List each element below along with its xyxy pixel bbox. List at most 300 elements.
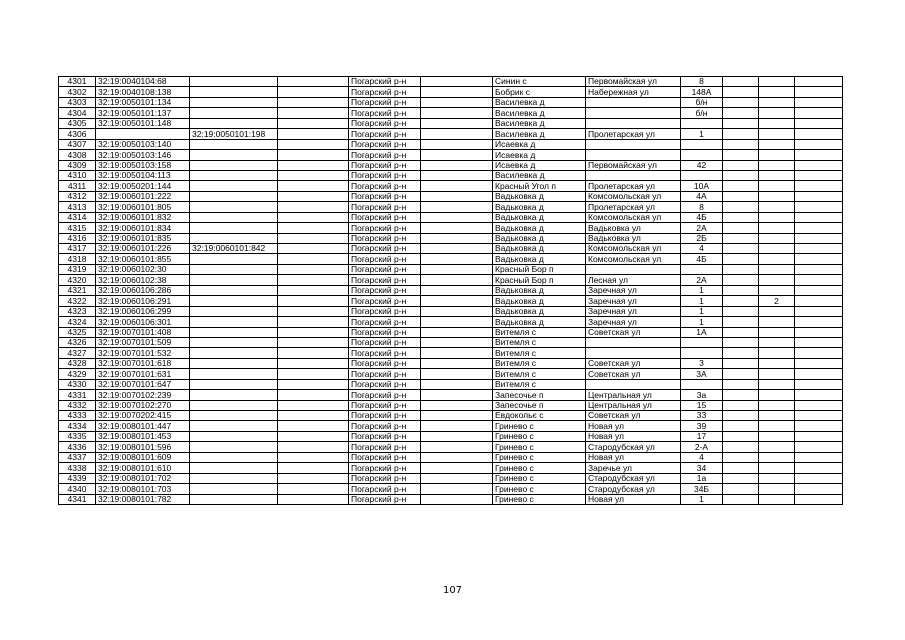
table-cell xyxy=(421,244,493,254)
table-cell xyxy=(421,348,493,358)
registry-table xyxy=(58,76,843,505)
table-cell: 2А xyxy=(681,223,723,233)
table-cell: 4 xyxy=(681,452,723,462)
table-cell: 32:19:0060101:834 xyxy=(96,223,190,233)
table-cell xyxy=(759,348,795,358)
table-cell xyxy=(723,233,759,243)
table-cell xyxy=(421,369,493,379)
table-cell xyxy=(795,202,843,212)
table-cell: Погарский р-н xyxy=(349,150,421,160)
table-cell: 32:19:0080101:609 xyxy=(96,452,190,462)
table-cell xyxy=(190,358,278,368)
table-cell: 1 xyxy=(681,494,723,504)
table-cell: Первомайская ул xyxy=(586,77,681,87)
table-cell: 32:19:0050201:144 xyxy=(96,181,190,191)
table-cell: Погарский р-н xyxy=(349,369,421,379)
table-cell xyxy=(421,306,493,316)
table-cell: Вадьковка ул xyxy=(586,233,681,243)
table-cell: 39 xyxy=(681,421,723,431)
table-cell: Погарский р-н xyxy=(349,379,421,389)
table-cell xyxy=(681,139,723,149)
table-cell xyxy=(795,160,843,170)
table-cell xyxy=(759,400,795,410)
table-cell xyxy=(96,129,190,139)
table-cell xyxy=(795,317,843,327)
table-row xyxy=(59,296,843,306)
table-cell: 4309 xyxy=(59,160,96,170)
table-cell: 4330 xyxy=(59,379,96,389)
table-cell: 3 xyxy=(681,358,723,368)
table-cell xyxy=(421,191,493,201)
table-cell xyxy=(421,223,493,233)
table-cell: Пролетарская ул xyxy=(586,129,681,139)
table-cell xyxy=(190,442,278,452)
table-cell xyxy=(759,317,795,327)
table-cell: Погарский р-н xyxy=(349,129,421,139)
table-cell: Погарский р-н xyxy=(349,411,421,421)
table-cell xyxy=(723,431,759,441)
table-cell xyxy=(759,306,795,316)
table-cell: 4323 xyxy=(59,306,96,316)
table-cell xyxy=(759,160,795,170)
table-cell xyxy=(759,421,795,431)
table-cell: Вадьковка д xyxy=(493,244,586,254)
table-cell: Заречная ул xyxy=(586,296,681,306)
table-cell xyxy=(759,327,795,337)
table-cell xyxy=(190,108,278,118)
table-cell: Вадьковка д xyxy=(493,202,586,212)
table-cell xyxy=(421,473,493,483)
table-cell xyxy=(759,87,795,97)
table-cell xyxy=(586,118,681,128)
table-cell: 32:19:0050103:140 xyxy=(96,139,190,149)
table-cell xyxy=(759,150,795,160)
table-cell xyxy=(421,254,493,264)
table-cell: Витемля с xyxy=(493,348,586,358)
table-cell: Василевка д xyxy=(493,170,586,180)
table-cell xyxy=(190,181,278,191)
table-cell xyxy=(723,191,759,201)
table-cell xyxy=(421,275,493,285)
table-cell: Погарский р-н xyxy=(349,223,421,233)
table-cell xyxy=(278,317,349,327)
table-cell: 2-А xyxy=(681,442,723,452)
table-cell: 4311 xyxy=(59,181,96,191)
table-row xyxy=(59,369,843,379)
table-cell: Гринево с xyxy=(493,494,586,504)
table-cell: 3А xyxy=(681,369,723,379)
table-cell xyxy=(190,473,278,483)
table-cell: 4Б xyxy=(681,254,723,264)
table-cell xyxy=(190,463,278,473)
table-cell: Погарский р-н xyxy=(349,463,421,473)
table-cell xyxy=(278,244,349,254)
table-cell: Погарский р-н xyxy=(349,327,421,337)
table-cell xyxy=(759,390,795,400)
table-cell xyxy=(723,400,759,410)
table-cell xyxy=(190,254,278,264)
table-cell: 148А xyxy=(681,87,723,97)
table-cell: 32:19:0060101:222 xyxy=(96,191,190,201)
table-cell xyxy=(759,170,795,180)
table-cell xyxy=(795,170,843,180)
table-cell: Набережная ул xyxy=(586,87,681,97)
table-cell: Гринево с xyxy=(493,421,586,431)
table-cell: 4341 xyxy=(59,494,96,504)
table-cell: 3а xyxy=(681,390,723,400)
table-cell xyxy=(723,139,759,149)
table-cell: 8 xyxy=(681,202,723,212)
table-cell xyxy=(278,77,349,87)
table-row xyxy=(59,494,843,504)
table-cell xyxy=(759,452,795,462)
table-cell xyxy=(190,285,278,295)
table-cell xyxy=(190,264,278,274)
table-cell xyxy=(278,264,349,274)
table-cell: Погарский р-н xyxy=(349,473,421,483)
table-cell: 15 xyxy=(681,400,723,410)
table-row xyxy=(59,181,843,191)
table-cell: 34Б xyxy=(681,484,723,494)
table-cell: Первомайская ул xyxy=(586,160,681,170)
table-cell xyxy=(681,264,723,274)
table-cell xyxy=(795,275,843,285)
table-cell: Стародубская ул xyxy=(586,442,681,452)
table-cell xyxy=(278,379,349,389)
table-cell: Вадьковка д xyxy=(493,223,586,233)
table-cell xyxy=(759,275,795,285)
table-cell: 32:19:0080101:453 xyxy=(96,431,190,441)
table-cell: Евдокольє с xyxy=(493,411,586,421)
table-body xyxy=(59,77,843,505)
table-cell: Погарский р-н xyxy=(349,306,421,316)
table-cell xyxy=(723,223,759,233)
table-cell: 4302 xyxy=(59,87,96,97)
table-cell: Погарский р-н xyxy=(349,275,421,285)
table-cell xyxy=(421,358,493,368)
table-cell xyxy=(421,463,493,473)
table-cell: Погарский р-н xyxy=(349,494,421,504)
table-cell: 32:19:0060102:30 xyxy=(96,264,190,274)
table-cell xyxy=(278,254,349,264)
table-cell xyxy=(723,379,759,389)
table-cell xyxy=(759,191,795,201)
table-cell xyxy=(759,379,795,389)
table-cell: Комсомольская ул xyxy=(586,212,681,222)
table-cell xyxy=(586,264,681,274)
table-row xyxy=(59,275,843,285)
table-cell xyxy=(421,77,493,87)
table-cell: 4306 xyxy=(59,129,96,139)
table-cell: Погарский р-н xyxy=(349,212,421,222)
table-cell: 1 xyxy=(681,306,723,316)
table-cell: Погарский р-н xyxy=(349,442,421,452)
table-cell: Пролетарская ул xyxy=(586,202,681,212)
table-cell: 2А xyxy=(681,275,723,285)
table-cell: 4301 xyxy=(59,77,96,87)
table-cell: 32:19:0050101:134 xyxy=(96,97,190,107)
table-cell: Василевка д xyxy=(493,129,586,139)
table-cell: 32:19:0050103:146 xyxy=(96,150,190,160)
table-cell xyxy=(723,317,759,327)
table-cell: 4332 xyxy=(59,400,96,410)
table-cell: 4313 xyxy=(59,202,96,212)
table-cell: 4 xyxy=(681,244,723,254)
table-cell xyxy=(278,150,349,160)
table-cell xyxy=(421,129,493,139)
table-cell xyxy=(278,494,349,504)
table-cell: Центральная ул xyxy=(586,390,681,400)
table-cell xyxy=(795,463,843,473)
table-cell: Заречье ул xyxy=(586,463,681,473)
table-cell xyxy=(759,233,795,243)
table-cell: 4331 xyxy=(59,390,96,400)
table-cell xyxy=(278,442,349,452)
table-cell: Василевка д xyxy=(493,97,586,107)
table-cell: б/н xyxy=(681,97,723,107)
table-cell xyxy=(278,97,349,107)
table-cell xyxy=(586,348,681,358)
table-cell xyxy=(759,484,795,494)
table-cell: 32:19:0040108:138 xyxy=(96,87,190,97)
table-cell: Комсомольская ул xyxy=(586,244,681,254)
table-cell: 8 xyxy=(681,77,723,87)
table-cell: 32:19:0050101:198 xyxy=(190,129,278,139)
table-cell: Новая ул xyxy=(586,431,681,441)
table-cell: Вадьковка д xyxy=(493,306,586,316)
table-cell: Погарский р-н xyxy=(349,139,421,149)
table-cell xyxy=(759,442,795,452)
table-row xyxy=(59,223,843,233)
table-cell: Витемля с xyxy=(493,358,586,368)
table-cell xyxy=(723,473,759,483)
table-cell xyxy=(795,139,843,149)
table-cell: Вадьковка д xyxy=(493,296,586,306)
table-cell: Погарский р-н xyxy=(349,264,421,274)
table-cell: Вадьковка д xyxy=(493,254,586,264)
table-cell: Погарский р-н xyxy=(349,400,421,410)
table-row xyxy=(59,358,843,368)
table-cell xyxy=(723,150,759,160)
table-cell xyxy=(759,369,795,379)
table-row xyxy=(59,233,843,243)
table-cell xyxy=(795,421,843,431)
table-cell xyxy=(278,296,349,306)
table-row xyxy=(59,442,843,452)
table-cell xyxy=(190,494,278,504)
table-cell xyxy=(190,202,278,212)
table-cell: 4328 xyxy=(59,358,96,368)
table-row xyxy=(59,150,843,160)
table-cell: 32:19:0080101:702 xyxy=(96,473,190,483)
table-cell xyxy=(421,337,493,347)
table-cell: Вадьковка д xyxy=(493,191,586,201)
table-cell xyxy=(190,337,278,347)
table-cell xyxy=(795,358,843,368)
table-cell: Гринево с xyxy=(493,431,586,441)
table-cell: Красный Бор п xyxy=(493,275,586,285)
table-cell: 4316 xyxy=(59,233,96,243)
table-cell xyxy=(759,223,795,233)
table-cell xyxy=(278,348,349,358)
table-row xyxy=(59,463,843,473)
table-row xyxy=(59,108,843,118)
table-cell xyxy=(586,170,681,180)
table-cell: 1 xyxy=(681,129,723,139)
table-row xyxy=(59,202,843,212)
table-cell xyxy=(759,264,795,274)
table-cell xyxy=(190,150,278,160)
table-cell: Новая ул xyxy=(586,421,681,431)
table-cell: Гринево с xyxy=(493,463,586,473)
table-cell xyxy=(723,411,759,421)
table-cell: 32:19:0070101:532 xyxy=(96,348,190,358)
table-cell: Советская ул xyxy=(586,411,681,421)
table-cell: 4335 xyxy=(59,431,96,441)
table-cell: 32:19:0050103:158 xyxy=(96,160,190,170)
table-cell xyxy=(681,379,723,389)
table-cell xyxy=(723,369,759,379)
table-cell: 32:19:0070101:618 xyxy=(96,358,190,368)
table-cell: 4Б xyxy=(681,212,723,222)
table-cell: Погарский р-н xyxy=(349,202,421,212)
table-cell: Погарский р-н xyxy=(349,77,421,87)
table-cell: 32:19:0070202:415 xyxy=(96,411,190,421)
table-cell xyxy=(795,306,843,316)
table-cell: Витемля с xyxy=(493,337,586,347)
table-cell xyxy=(586,337,681,347)
table-cell xyxy=(795,494,843,504)
table-cell: Погарский р-н xyxy=(349,358,421,368)
table-cell xyxy=(759,77,795,87)
table-cell: 42 xyxy=(681,160,723,170)
table-cell: Советская ул xyxy=(586,369,681,379)
table-cell: 32:19:0070101:647 xyxy=(96,379,190,389)
table-row xyxy=(59,348,843,358)
table-cell: 32:19:0060106:291 xyxy=(96,296,190,306)
table-cell: 4А xyxy=(681,191,723,201)
table-cell xyxy=(723,129,759,139)
table-cell: 1 xyxy=(681,296,723,306)
table-cell: 32:19:0060101:835 xyxy=(96,233,190,243)
table-cell: 32:19:0080101:782 xyxy=(96,494,190,504)
table-cell xyxy=(586,97,681,107)
table-cell: Погарский р-н xyxy=(349,97,421,107)
table-cell: 32:19:0070101:631 xyxy=(96,369,190,379)
table-cell: Погарский р-н xyxy=(349,337,421,347)
table-cell xyxy=(278,118,349,128)
table-cell xyxy=(190,296,278,306)
table-row xyxy=(59,452,843,462)
table-cell xyxy=(795,390,843,400)
table-cell: 4310 xyxy=(59,170,96,180)
table-row xyxy=(59,87,843,97)
table-cell xyxy=(278,337,349,347)
table-cell xyxy=(795,337,843,347)
table-row xyxy=(59,317,843,327)
table-cell: 4327 xyxy=(59,348,96,358)
table-cell: 4338 xyxy=(59,463,96,473)
table-cell xyxy=(278,327,349,337)
table-cell xyxy=(759,118,795,128)
table-cell xyxy=(190,170,278,180)
table-cell xyxy=(421,87,493,97)
table-cell: Витемля с xyxy=(493,327,586,337)
table-cell xyxy=(795,77,843,87)
table-cell: 32:19:0060102:38 xyxy=(96,275,190,285)
table-cell xyxy=(278,390,349,400)
table-cell: Заречная ул xyxy=(586,285,681,295)
table-cell xyxy=(759,97,795,107)
table-cell: 1 xyxy=(681,317,723,327)
table-cell: Гринево с xyxy=(493,442,586,452)
table-cell xyxy=(795,150,843,160)
table-cell: 4305 xyxy=(59,118,96,128)
table-cell xyxy=(723,390,759,400)
table-cell xyxy=(421,317,493,327)
table-cell: Стародубская ул xyxy=(586,484,681,494)
table-cell xyxy=(421,421,493,431)
table-cell xyxy=(795,327,843,337)
table-cell: Синин с xyxy=(493,77,586,87)
table-cell: Пролетарская ул xyxy=(586,181,681,191)
table-cell: 32:19:0080101:447 xyxy=(96,421,190,431)
table-cell: 4334 xyxy=(59,421,96,431)
table-cell xyxy=(586,108,681,118)
table-row xyxy=(59,160,843,170)
table-cell xyxy=(681,150,723,160)
table-row xyxy=(59,212,843,222)
table-cell: Красный Бор п xyxy=(493,264,586,274)
table-cell xyxy=(421,118,493,128)
table-cell: Исаевка д xyxy=(493,139,586,149)
table-cell: 4333 xyxy=(59,411,96,421)
table-cell: 32:19:0080101:596 xyxy=(96,442,190,452)
table-cell xyxy=(759,202,795,212)
table-cell xyxy=(795,233,843,243)
table-cell xyxy=(759,181,795,191)
table-cell xyxy=(586,139,681,149)
table-cell: Вадьковка д xyxy=(493,212,586,222)
table-cell xyxy=(795,400,843,410)
table-cell: 2 xyxy=(759,296,795,306)
table-cell: Погарский р-н xyxy=(349,118,421,128)
table-row xyxy=(59,191,843,201)
table-cell xyxy=(586,379,681,389)
table-cell xyxy=(723,87,759,97)
table-cell xyxy=(795,484,843,494)
table-cell: Погарский р-н xyxy=(349,244,421,254)
table-cell xyxy=(190,212,278,222)
table-cell xyxy=(190,379,278,389)
table-cell: Гринево с xyxy=(493,484,586,494)
table-cell: Василевка д xyxy=(493,108,586,118)
table-cell xyxy=(421,170,493,180)
table-cell xyxy=(723,358,759,368)
table-cell: 4308 xyxy=(59,150,96,160)
table-cell xyxy=(190,233,278,243)
table-cell xyxy=(278,181,349,191)
table-cell: 32:19:0060106:286 xyxy=(96,285,190,295)
table-cell: Советская ул xyxy=(586,358,681,368)
table-cell: Запесочье п xyxy=(493,400,586,410)
table-cell: Вадьковка д xyxy=(493,233,586,243)
table-cell xyxy=(421,390,493,400)
table-cell xyxy=(421,431,493,441)
table-cell xyxy=(723,494,759,504)
table-cell xyxy=(190,160,278,170)
table-cell: 4314 xyxy=(59,212,96,222)
